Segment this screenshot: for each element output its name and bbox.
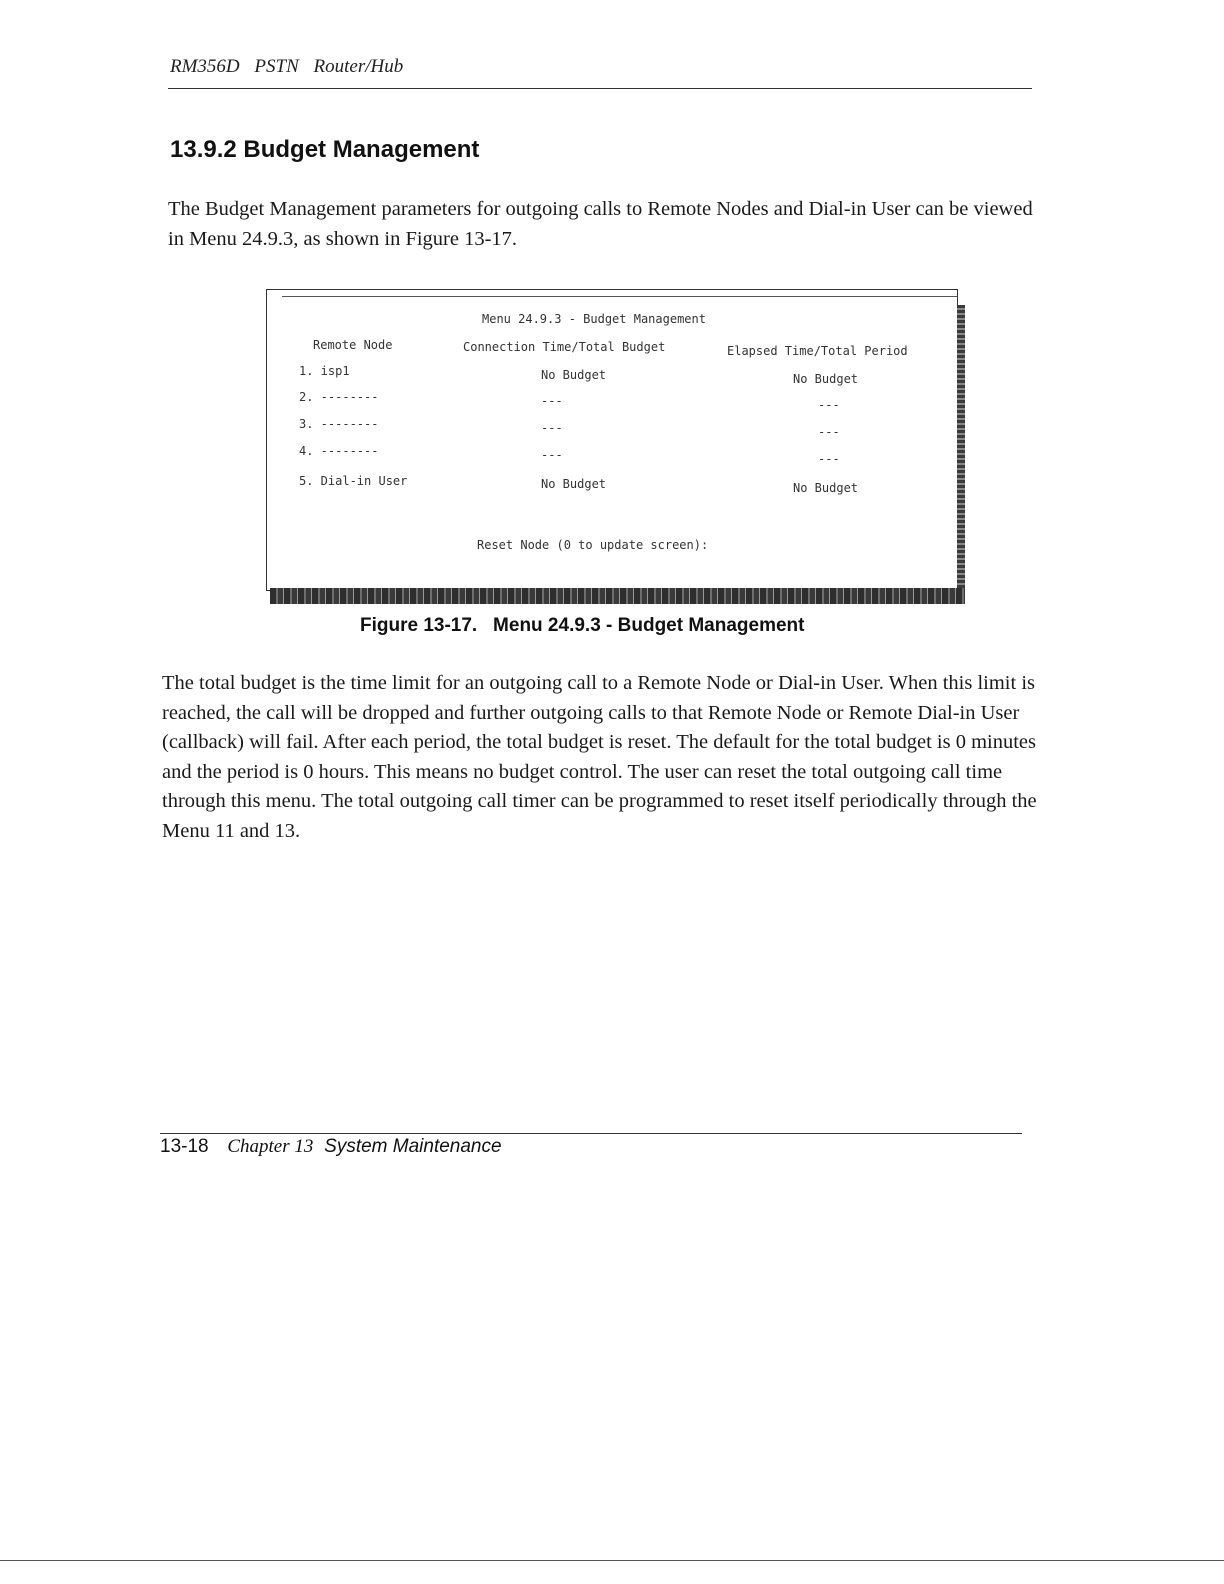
section-heading: 13.9.2 Budget Management <box>170 136 480 163</box>
row-4-budget: --- <box>541 448 563 462</box>
menu-title: Menu 24.9.3 - Budget Management <box>482 312 706 326</box>
col-header-remote-node: Remote Node <box>313 338 393 352</box>
intro-paragraph: The Budget Management parameters for outgoing calls to Remote Nodes and Dial-in User can be viewed in Menu 24.9.3, as shown in Figure 13-17. <box>168 198 1033 250</box>
menu-screen <box>266 289 958 591</box>
col-header-connection-time: Connection Time/Total Budget <box>463 340 666 354</box>
reset-node-prompt: Reset Node (0 to update screen): <box>477 538 709 552</box>
header-rule <box>168 88 1032 89</box>
row-1-period: No Budget <box>793 372 859 386</box>
footer-rule <box>160 1133 1022 1134</box>
row-3-budget: --- <box>541 421 563 435</box>
row-5-budget: No Budget <box>541 477 607 491</box>
page-number: 13-18 <box>160 1136 209 1157</box>
row-5-node: 5. Dial-in User <box>299 474 408 488</box>
row-2-period: --- <box>818 398 840 412</box>
chapter-title: System Maintenance <box>324 1136 502 1157</box>
row-1-budget: No Budget <box>541 368 607 382</box>
row-4-period: --- <box>818 452 840 466</box>
page-footer <box>160 1136 502 1158</box>
body-paragraph: The total budget is the time limit for an outgoing call to a Remote Node or Dial-in User. When this limit is reached, the call will be dropped and further outgoing calls to that Remote Node or Remote Dial-in User (callback) will fail. After each period, the total budget is reset. The default for the total budget is 0 minutes and the period is 0 hours. This means no budget control. The user can reset the total outgoing call time through this menu. The total outgoing call timer can be programmed to reset itself periodically through the Menu 11 and 13. <box>162 672 1037 842</box>
row-2-node: 2. -------- <box>299 390 379 404</box>
row-3-node: 3. -------- <box>299 417 379 431</box>
row-5-period: No Budget <box>793 481 859 495</box>
row-2-budget: --- <box>541 394 563 408</box>
chapter-label: Chapter 13 <box>227 1136 314 1157</box>
col-header-elapsed-time: Elapsed Time/Total Period <box>727 344 908 358</box>
figure-caption: Figure 13-17. Menu 24.9.3 - Budget Management <box>360 615 805 636</box>
screen-right-border <box>957 305 965 603</box>
row-1-node: 1. isp1 <box>299 364 350 378</box>
row-3-period: --- <box>818 425 840 439</box>
row-4-node: 4. -------- <box>299 444 379 458</box>
page-bottom-edge <box>0 1560 1224 1561</box>
screen-bottom-border <box>270 588 965 604</box>
running-header: RM356D PSTN Router/Hub <box>170 56 404 77</box>
